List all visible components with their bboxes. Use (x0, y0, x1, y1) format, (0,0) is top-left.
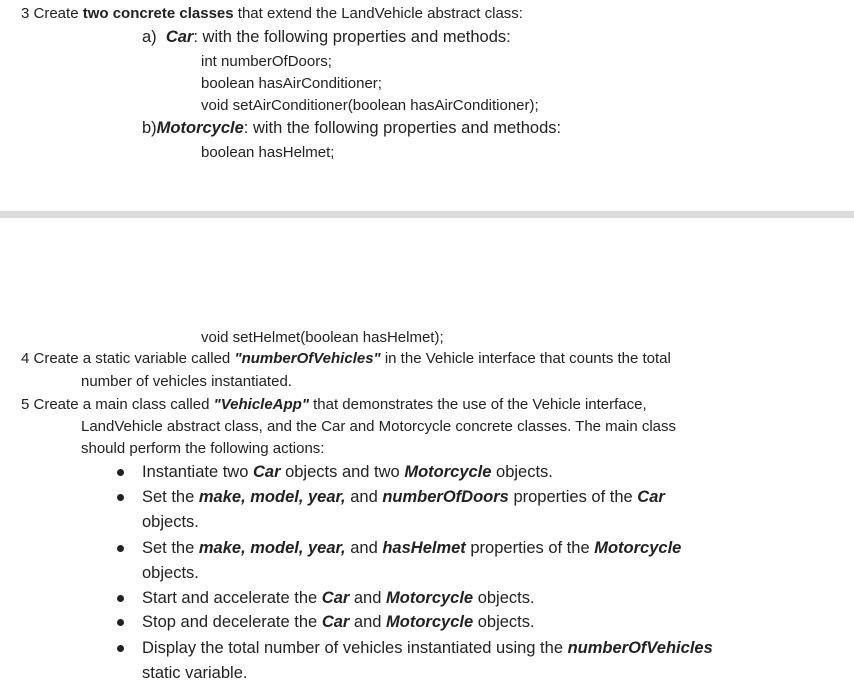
bullet-keyword: make, model, year, (198, 488, 346, 506)
q5-bold: "VehicleApp" (213, 396, 309, 413)
action-bullet-2 (142, 489, 665, 506)
bullet-keyword: Motorcycle (404, 463, 492, 481)
car-member: boolean hasAirConditioner; (201, 75, 382, 92)
q3-prefix: 3 Create (21, 5, 83, 22)
bullet-text: Stop and decelerate the (142, 613, 322, 631)
bullet-keyword: hasHelmet (382, 539, 466, 557)
motorcycle-class-name: Motorcycle (156, 119, 244, 137)
q3-bold: two concrete classes (82, 5, 234, 22)
bullet-keyword: Motorcycle (386, 613, 474, 631)
bullet-keyword: numberOfDoors (382, 488, 509, 506)
bullet-text: and (345, 488, 383, 506)
bullet-text: properties of the (465, 539, 595, 557)
car-class-name: Car (165, 28, 194, 46)
bullet-keyword: Car (637, 488, 665, 506)
question-5-text (21, 397, 647, 412)
question-5-line-2: LandVehicle abstract class, and the Car and Motorcycle concrete classes. The main class (81, 418, 677, 435)
bullet-text: Display the total number of vehicles instantiated using the (142, 639, 568, 657)
bullet-text: objects. (473, 589, 535, 607)
q5-suffix: that demonstrates the use of the Vehicle interface, (308, 396, 647, 413)
item-b-rest: : with the following properties and methods: (243, 119, 562, 137)
action-bullet-2-line-2: objects. (142, 513, 199, 531)
bullet-icon (117, 619, 124, 626)
question-5-line-3: should perform the following actions: (81, 440, 325, 457)
car-member: int numberOfDoors; (201, 53, 332, 70)
bullet-keyword: numberOfVehicles (567, 639, 713, 657)
bullet-icon (117, 595, 124, 602)
action-bullet-6-line-2: static variable. (142, 664, 248, 682)
item-a-rest: : with the following properties and methods: (193, 28, 511, 46)
action-bullet-3-line-2: objects. (142, 564, 199, 582)
q5-prefix: 5 Create a main class called (21, 396, 214, 413)
q4-bold: "numberOfVehicles" (234, 350, 381, 367)
bullet-text: objects and two (280, 463, 405, 481)
bullet-keyword: Car (321, 589, 350, 607)
item-b-heading (142, 120, 561, 137)
bullet-keyword: Motorcycle (594, 539, 682, 557)
action-bullet-1 (142, 464, 553, 481)
bullet-text: Start and accelerate the (142, 589, 322, 607)
bullet-keyword: Motorcycle (386, 589, 474, 607)
page-divider (0, 211, 854, 218)
q3-suffix: that extend the LandVehicle abstract class: (233, 5, 523, 22)
bullet-icon (117, 494, 124, 501)
action-bullet-5 (142, 614, 535, 631)
bullet-icon (117, 545, 124, 552)
action-bullet-3 (142, 540, 681, 557)
item-a-marker: a) (142, 28, 157, 46)
bullet-text: objects. (491, 463, 553, 481)
car-member: void setAirConditioner(boolean hasAirConditioner); (201, 97, 539, 114)
motorcycle-member: boolean hasHelmet; (201, 144, 335, 161)
item-a-heading (142, 29, 511, 46)
bullet-text: properties of the (508, 488, 638, 506)
bullet-icon (117, 469, 124, 476)
bullet-text: objects. (473, 613, 535, 631)
bullet-text: and (349, 589, 386, 607)
item-b-marker: b) (142, 119, 157, 137)
question-3-text (21, 6, 523, 21)
action-bullet-6 (142, 640, 713, 657)
motorcycle-member-continued: void setHelmet(boolean hasHelmet); (201, 329, 444, 346)
bullet-text: and (349, 613, 387, 631)
bullet-keyword: Car (252, 463, 281, 481)
bullet-text: and (345, 539, 383, 557)
question-4-text (21, 351, 671, 366)
q4-prefix: 4 Create a static variable called (21, 350, 235, 367)
q4-suffix: in the Vehicle interface that counts the total (380, 350, 671, 367)
bullet-text: Set the (142, 539, 199, 557)
bullet-text: Instantiate two (142, 463, 253, 481)
action-bullet-4 (142, 590, 535, 607)
bullet-text: Set the (142, 488, 199, 506)
bullet-icon (117, 645, 124, 652)
question-4-line-2: number of vehicles instantiated. (81, 373, 292, 390)
bullet-keyword: Car (321, 613, 350, 631)
bullet-keyword: make, model, year, (198, 539, 346, 557)
